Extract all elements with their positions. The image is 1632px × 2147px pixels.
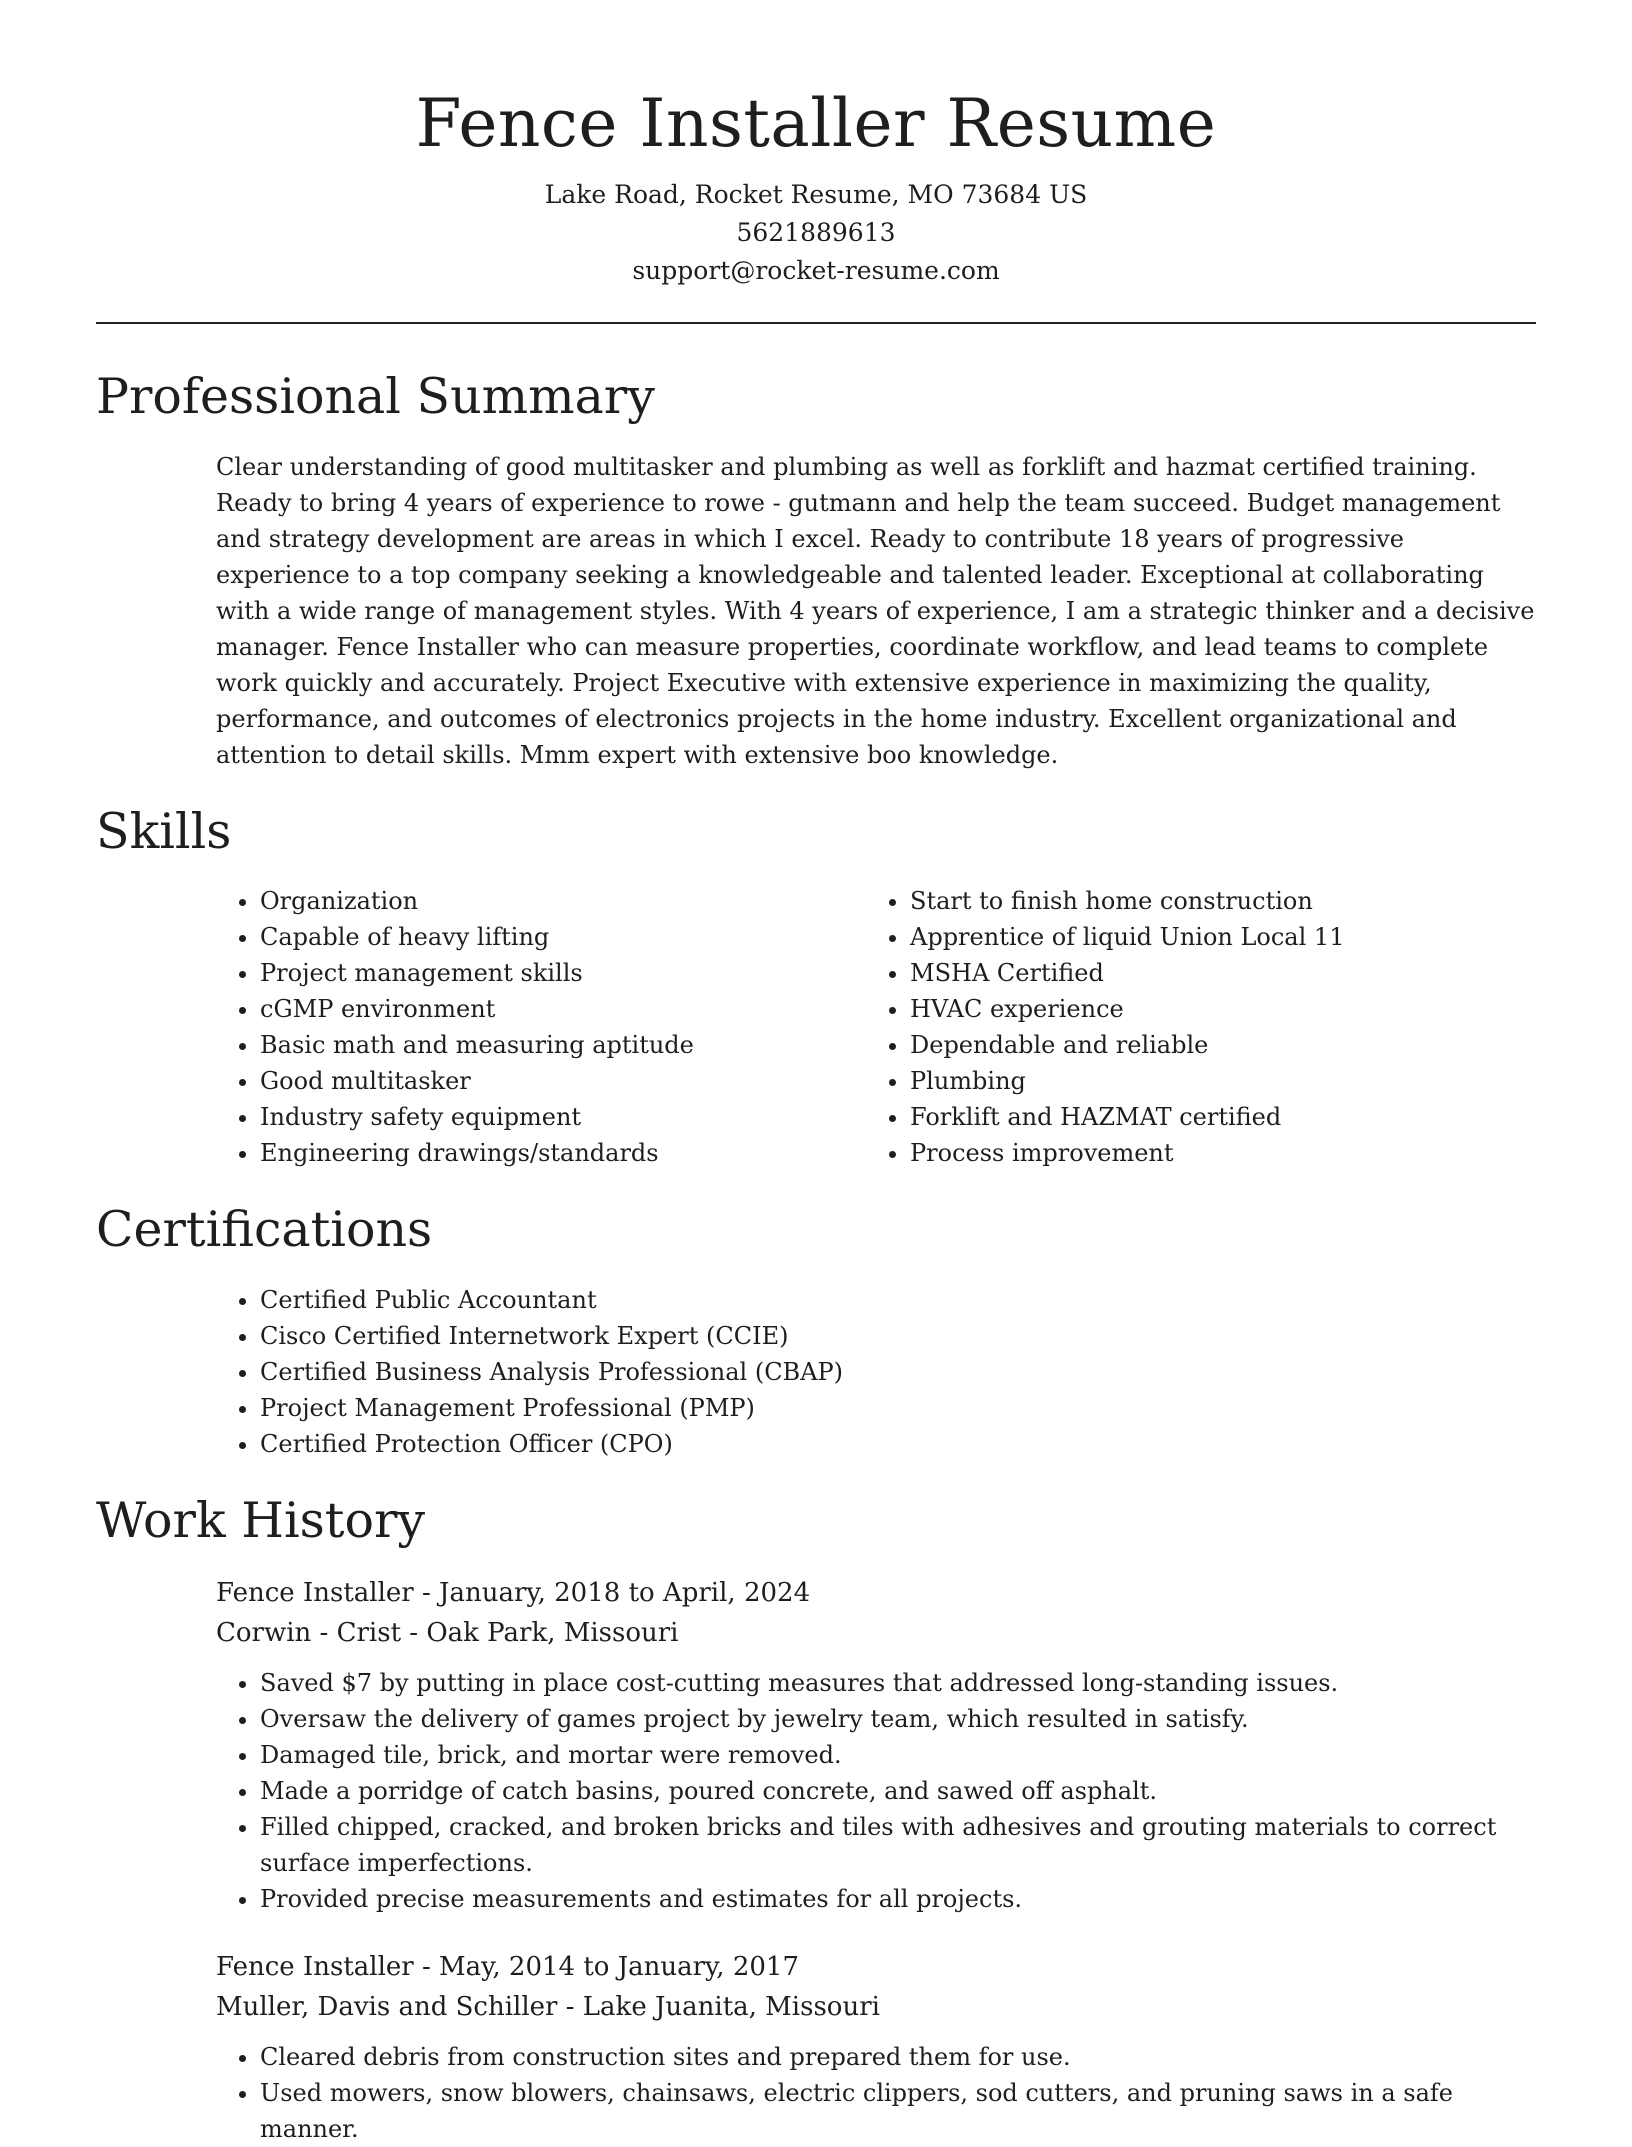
certification-item: • Cisco Certified Internetwork Expert (CCIE)	[260, 1318, 1536, 1354]
certification-item: • Certified Protection Officer (CPO)	[260, 1426, 1536, 1462]
skill-item: • MSHA Certified	[910, 955, 1516, 991]
job-bullet: • Saved $7 by putting in place cost-cutting measures that addressed long-standing issues.	[260, 1665, 1536, 1701]
skills-list	[216, 883, 1536, 1171]
contact-email: support@rocket-resume.com	[632, 255, 1000, 285]
contact-phone: 5621889613	[736, 217, 896, 247]
job-bullet: • Used mowers, snow blowers, chainsaws, electric clippers, sod cutters, and pruning saws in a safe manner.	[260, 2075, 1536, 2147]
certifications-list	[216, 1282, 1536, 1462]
skill-item: • Plumbing	[910, 1063, 1516, 1099]
job-bullet: • Oversaw the delivery of games project by jewelry team, which resulted in satisfy.	[260, 1701, 1536, 1737]
skills-heading: Skills	[96, 802, 232, 860]
skills-column-right	[866, 883, 1516, 1171]
work-history-list	[216, 1573, 1536, 2147]
certification-item: • Project Management Professional (PMP)	[260, 1390, 1536, 1426]
skill-item: • Start to finish home construction	[910, 883, 1516, 919]
certifications-heading: Certifications	[96, 1201, 433, 1259]
job-bullet: • Provided precise measurements and estimates for all projects.	[260, 1881, 1536, 1917]
resume-header	[0, 0, 1632, 290]
job-title-line: Fence Installer - January, 2018 to April, 2024	[216, 1578, 811, 1609]
work-history-heading: Work History	[96, 1492, 426, 1550]
skill-item: • Process improvement	[910, 1135, 1516, 1171]
skill-item: • cGMP environment	[260, 991, 866, 1027]
resume-title: Fence Installer Resume	[415, 85, 1217, 162]
skill-item: • Dependable and reliable	[910, 1027, 1516, 1063]
job-bullets	[216, 2039, 1536, 2147]
skill-item: • Apprentice of liquid Union Local 11	[910, 919, 1516, 955]
skill-item: • Good multitasker	[260, 1063, 866, 1099]
skill-item: • Project management skills	[260, 955, 866, 991]
skill-item: • Forklift and HAZMAT certified	[910, 1099, 1516, 1135]
certification-item: • Certified Public Accountant	[260, 1282, 1536, 1318]
job-bullet: • Damaged tile, brick, and mortar were removed.	[260, 1737, 1536, 1773]
skill-item: • Engineering drawings/standards	[260, 1135, 866, 1171]
job-bullets	[216, 1665, 1536, 1917]
job-entry	[216, 1947, 1536, 2147]
skill-item: • Basic math and measuring aptitude	[260, 1027, 866, 1063]
skills-column-left	[216, 883, 866, 1171]
skill-item: • HVAC experience	[910, 991, 1516, 1027]
contact-block	[0, 176, 1632, 290]
certification-item: • Certified Business Analysis Professional (CBAP)	[260, 1354, 1536, 1390]
summary-heading: Professional Summary	[96, 367, 655, 425]
summary-text: Clear understanding of good multitasker and plumbing as well as forklift and hazmat certified training. Ready to bring 4 years of experience to rowe - gutmann and help the team succeed. Budget management and strategy development are areas in which I excel. Ready to contribute 18 years of progressive experience to a top company seeking a knowledgeable and talented leader. Exceptional at collaborating with a wide range of management styles. With 4 years of experience, I am a strategic thinker and a decisive manager. Fence Installer who can measure properties, coordinate workflow, and lead teams to complete work quickly and accurately. Project Executive with extensive experience in maximizing the quality, performance, and outcomes of electronics projects in the home industry. Excellent organizational and attention to detail skills. Mmm expert with extensive boo knowledge.	[216, 452, 1535, 769]
job-company-line: Muller, Davis and Schiller - Lake Juanita, Missouri	[216, 1992, 880, 2023]
job-entry	[216, 1573, 1536, 1917]
job-bullet: • Filled chipped, cracked, and broken bricks and tiles with adhesives and grouting materials to correct surface imperfections.	[260, 1809, 1536, 1881]
header-divider	[96, 322, 1536, 324]
job-company-line: Corwin - Crist - Oak Park, Missouri	[216, 1618, 679, 1649]
job-bullet: • Cleared debris from construction sites and prepared them for use.	[260, 2039, 1536, 2075]
skill-item: • Organization	[260, 883, 866, 919]
job-bullet: • Made a porridge of catch basins, poured concrete, and sawed off asphalt.	[260, 1773, 1536, 1809]
contact-address: Lake Road, Rocket Resume, MO 73684 US	[544, 179, 1088, 209]
skill-item: • Industry safety equipment	[260, 1099, 866, 1135]
skill-item: • Capable of heavy lifting	[260, 919, 866, 955]
job-title-line: Fence Installer - May, 2014 to January, 2017	[216, 1952, 799, 1983]
